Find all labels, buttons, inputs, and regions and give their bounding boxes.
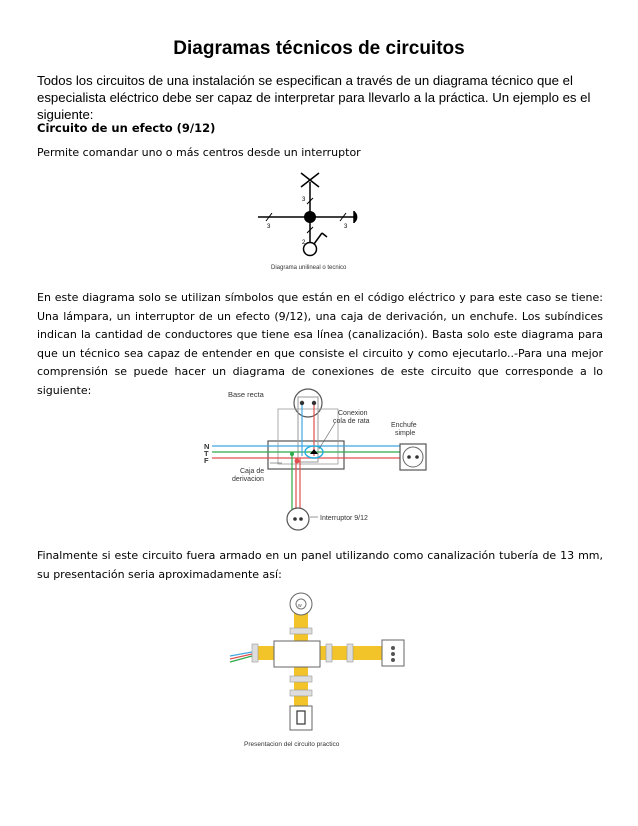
label-n: N: [204, 442, 210, 451]
section-subtitle: Circuito de un efecto (9/12): [37, 121, 216, 135]
label-interruptor: Interruptor 9/12: [320, 515, 368, 522]
figure-caption-practical: Presentacion del circuito practico: [244, 741, 340, 748]
practical-panel-diagram: [222, 590, 422, 750]
description-paragraph: Permite comandar uno o más centros desde un interruptor: [37, 146, 361, 159]
single-line-diagram: [258, 170, 378, 280]
intro-paragraph: Todos los circuitos de una instalación se especifican a través de un diagrama técnico que el especialista eléctrico debe ser capaz de interpretar para llevarlo a la práctica. Un ejemplo es el siguiente:: [37, 73, 591, 122]
page-title: Diagramas técnicos de circuitos: [173, 38, 465, 59]
figure-caption: Diagrama unilineal o tecnico: [271, 265, 347, 271]
label-bottom: 2: [302, 240, 306, 246]
label-enchufe: Enchufe: [391, 422, 417, 429]
final-paragraph: Finalmente si este circuito fuera armado en un panel utilizando como canalización tubería de 13 mm, su presentación seria aproximadamente así:: [37, 549, 603, 581]
label-t: T: [204, 449, 209, 458]
label-conexion: Conexion: [338, 410, 368, 417]
connection-diagram: [200, 383, 435, 533]
label-left: 3: [267, 224, 271, 230]
explanation-paragraph: En este diagrama solo se utilizan símbolos que están en el código eléctrico y para este caso se tiene: Una lámpara, un interruptor de un efecto (9/12), una caja de derivación, un enchufe. Los subíndices indican la cantidad de conductores que tiene esa línea (canalización). Basta solo este diagrama para que un técnico sea capaz de entender en que consiste el circuito y como ejecutarlo..-Para una mejor comprensión se puede hacer un diagrama de conexiones de este circuito que corresponde a lo siguiente:: [37, 291, 603, 397]
label-f: F: [204, 456, 209, 465]
label-right: 3: [344, 224, 348, 230]
label-top: 3: [302, 197, 306, 203]
label-caja: Caja de: [240, 468, 265, 475]
label-simple: simple: [395, 430, 416, 437]
label-cola-de-rata: cola de rata: [333, 418, 370, 425]
label-derivacion: derivacion: [232, 476, 264, 483]
svg-text:w: w: [298, 603, 302, 609]
label-base-recta: Base recta: [228, 390, 264, 399]
